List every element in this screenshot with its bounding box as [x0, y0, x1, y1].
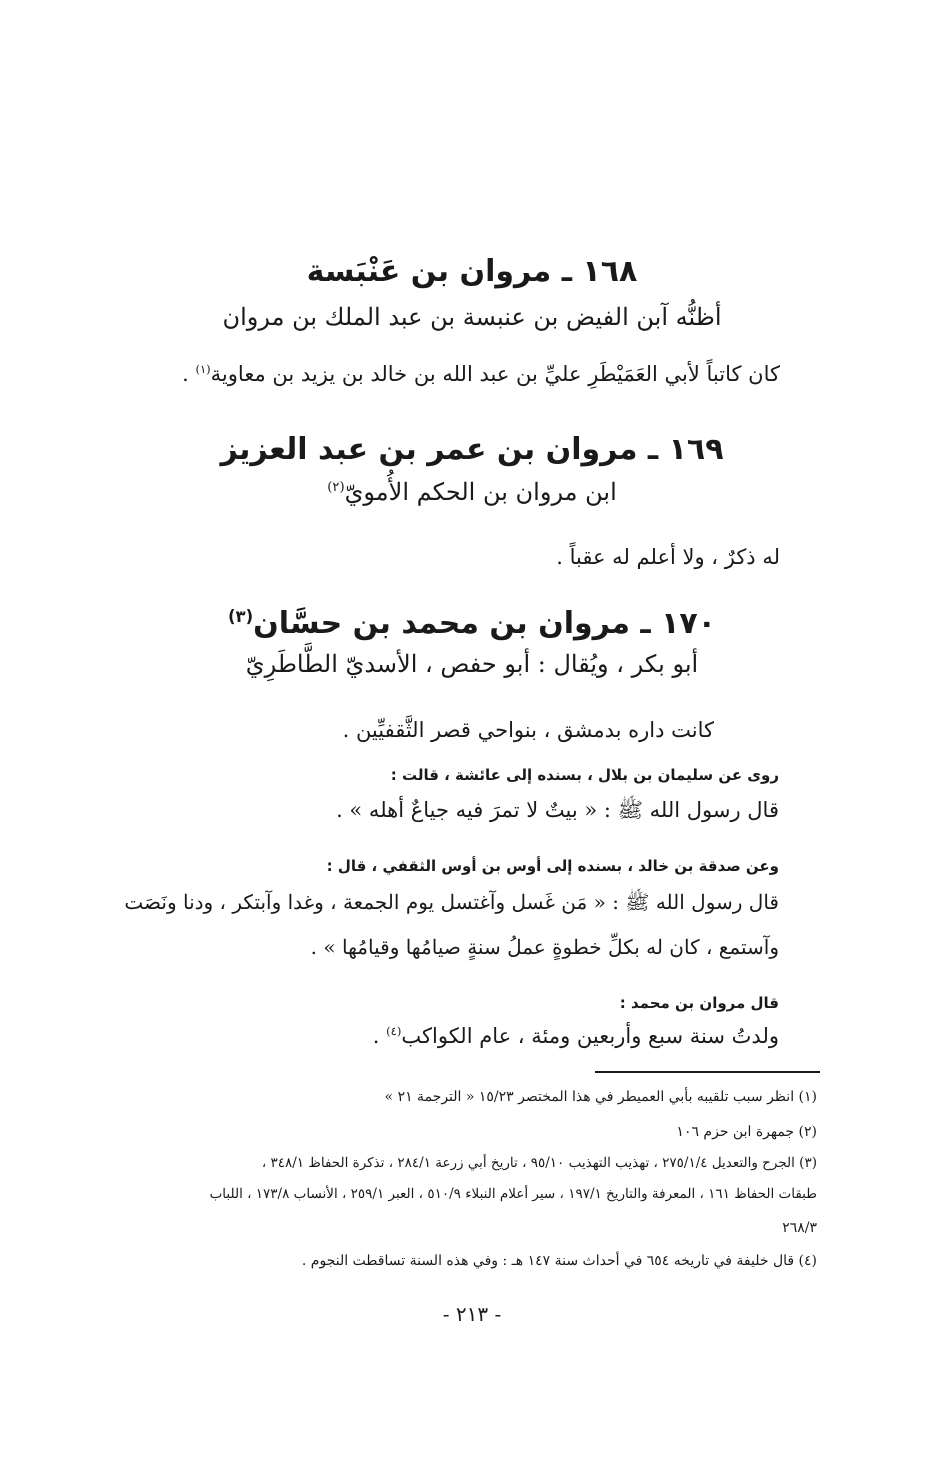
quote-text: [373, 1024, 779, 1048]
entry-name: مروان بن عمر بن عبد العزيز: [220, 432, 638, 467]
quote-end: .: [372, 1024, 387, 1048]
hadith-2-intro: وعن صدقة بن خالد ، بسنده إلى أوس بن أوس الثقفي ، قال :: [326, 857, 779, 875]
entry-168-lineage: أظنُّه آبن الفيض بن عنبسة بن عبد الملك بن مروان: [222, 303, 722, 331]
entry-170-residence: كانت داره بدمشق ، بنواحي قصر الثَّقفيِّين .: [342, 718, 714, 742]
hadith-1-text: قال رسول الله ﷺ : « بيتٌ لا تمرَ فيه جياعٌ أهله » .: [336, 798, 779, 822]
footnote-mark: (٤): [386, 1024, 402, 1038]
quote-intro: قال مروان بن محمد :: [619, 994, 779, 1012]
entry-169-lineage: [0, 478, 944, 506]
footnote-3-end: ٢٦٨/٣: [782, 1220, 817, 1236]
entry-name: مروان بن عَنْبَسة: [306, 254, 552, 289]
quote-body: ولدتُ سنة سبع وأربعين ومئة ، عام الكواكب: [401, 1024, 779, 1048]
footnote-mark: (٣): [228, 607, 254, 626]
entry-text: كان كاتباً لأبي العَمَيْطَرِ عليِّ بن عبد الله بن خالد بن يزيد بن معاوية: [210, 362, 780, 386]
footnote-4: (٤) قال خليفة في تاريخه ٦٥٤ في أحداث سنة ١٤٧ هـ : وفي هذه السنة تساقطت النجوم .: [301, 1253, 817, 1269]
footnote-mark: (٢): [327, 480, 345, 495]
footnote-3-continuation: طبقات الحفاظ ١٦١ ، المعرفة والتاريخ ١٩٧/١ ، سير أعلام النبلاء ٥١٠/٩ ، العبر ٢٥٩/١ ، الأنساب ١٧٣/٨ ، اللباب: [209, 1186, 817, 1202]
footnote-mark: (١): [195, 362, 211, 376]
entry-169-heading: [0, 432, 944, 467]
footnote-1: (١) انظر سبب تلقيبه بأبي العميطر في هذا المختصر ١٥/٢٣ « الترجمة ٢١ »: [384, 1089, 817, 1105]
hadith-2-line-1: قال رسول الله ﷺ : « مَن غَسل وآغتسل يوم الجمعة ، وغدا وآبتكر ، ودنا ونَصَت: [124, 890, 779, 914]
separator: ـ: [551, 254, 583, 289]
entry-170-heading: [0, 606, 944, 641]
page-number: - ٢١٣ -: [442, 1302, 502, 1326]
entry-number: ١٦٨: [582, 254, 638, 289]
separator: ـ: [637, 432, 669, 467]
footnote-2: (٢) جمهرة ابن حزم ١٠٦: [676, 1124, 817, 1140]
text-end: .: [182, 362, 196, 386]
entry-168-text: [182, 362, 780, 386]
lineage-text: ابن مروان بن الحكم الأُمويّ: [344, 478, 617, 506]
hadith-2-line-2: وآستمع ، كان له بكلِّ خطوةٍ عملُ سنةٍ صيامُها وقيامُها » .: [310, 935, 779, 959]
entry-170-lineage: أبو بكر ، ويُقال : أبو حفص ، الأسديّ الطَّاطَرِيّ: [245, 650, 699, 678]
footnote-3: (٣) الجرح والتعديل ٢٧٥/١/٤ ، تهذيب التهذيب ٩٥/١٠ ، تاريخ أبي زرعة ٢٨٤/١ ، تذكرة الحفاظ ٣٤٨/١ ،: [261, 1155, 817, 1171]
entry-168-heading: [0, 254, 944, 289]
footnote-rule: [595, 1071, 820, 1073]
entry-name: مروان بن محمد بن حسَّان: [253, 606, 630, 641]
entry-number: ١٧٠: [661, 606, 716, 641]
hadith-1-intro: روى عن سليمان بن بلال ، بسنده إلى عائشة ، قالت :: [390, 766, 779, 784]
separator: ـ: [629, 606, 662, 641]
entry-169-text: له ذكرٌ ، ولا أعلم له عقباً .: [556, 545, 780, 569]
entry-number: ١٦٩: [668, 432, 724, 467]
